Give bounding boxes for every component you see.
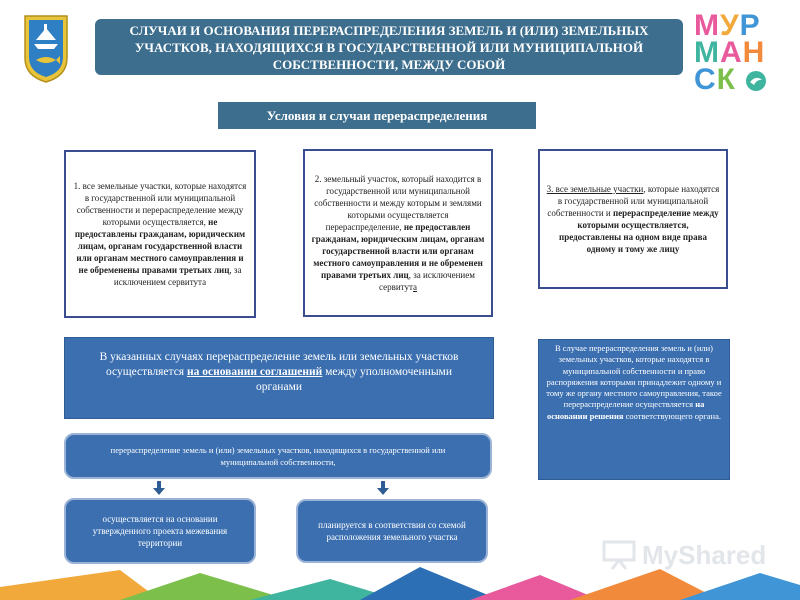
coat-of-arms-icon	[22, 14, 70, 84]
case-1-text	[72, 180, 248, 288]
flow-right-text: планируется в соответствии со схемой расположения земельного участка	[318, 520, 466, 542]
flow-top-box	[64, 433, 492, 479]
case-2-tail-underlined: а	[413, 282, 418, 292]
flow-left-text: осуществляется на основании утвержденного проекта межевания территории	[92, 514, 228, 548]
presentation-icon	[602, 540, 636, 570]
murmansk-logo	[694, 9, 796, 96]
arrow-down-icon	[153, 481, 165, 495]
case-1-tail: , за исключением сервитута	[113, 265, 242, 287]
case-3-lead: 3. все земельные участки	[546, 184, 644, 194]
case-3-text	[546, 183, 720, 255]
case-2-tail: , за исключением сервитут	[378, 270, 475, 292]
case-2-text	[311, 173, 485, 293]
logo-row	[694, 63, 796, 96]
logo-letter: М	[694, 36, 720, 69]
flow-right-box	[296, 499, 488, 563]
case-box-3	[538, 149, 728, 289]
agreement-box	[64, 337, 494, 419]
logo-row	[694, 36, 796, 69]
logo-row	[694, 9, 796, 42]
logo-bird-icon	[745, 70, 767, 92]
case-box-1	[64, 150, 256, 318]
decision-box	[538, 339, 730, 480]
case-3-intro: , которые находятся в государственной или муниципальной собственности и	[547, 184, 720, 218]
watermark-text: MyShared	[642, 539, 767, 570]
logo-letter: М	[694, 9, 720, 42]
case-box-2	[303, 149, 493, 317]
case-2-intro: 2. земельный участок, который находится в государственной или муниципальной собственности и между которым и землями которыми осуществляется перераспределение,	[314, 174, 482, 232]
watermark	[602, 535, 792, 575]
page-title: СЛУЧАИ И ОСНОВАНИЯ ПЕРЕРАСПРЕДЕЛЕНИЯ ЗЕМЕЛЬ И (ИЛИ) ЗЕМЕЛЬНЫХ УЧАСТКОВ, НАХОДЯЩИХСЯ В ГОСУДАРСТВЕННОЙ ИЛИ МУНИЦИПАЛЬНОЙ СОБСТВЕННОСТИ, МЕЖДУ СОБОЙ	[95, 19, 683, 75]
case-3-bold: перераспределение между которыми осуществляется, предоставлены на одном виде права одному и тому же лицу	[559, 208, 719, 254]
logo-letter: У	[720, 9, 740, 42]
logo-letter: С	[694, 63, 717, 96]
section-heading: Условия и случаи перераспределения	[218, 102, 536, 129]
decision-post: соответствующего органа.	[625, 410, 721, 421]
logo-letter: А	[720, 36, 743, 69]
agreement-post: между уполномоченными органами	[255, 366, 452, 393]
logo-letter: К	[716, 63, 736, 96]
decision-pre: В случае перераспределения земель и (или) земельных участков, которые находятся в муниципальной собственности и право распоряжения которыми принадлежит одному и тому же органу местного самоуправления, такое перераспределение осуществляется	[546, 343, 722, 410]
case-1-intro: 1. все земельные участки, которые находятся в государственной или муниципальной собственности и перераспределение между которыми осуществляется,	[73, 181, 247, 227]
case-1-bold: не предоставлены гражданам, юридическим лицам, органам государственной власти или органам местного самоуправления и не обременены правами третьих лиц	[74, 217, 246, 275]
flow-top-text: перераспределение земель и (или) земельных участков, находящихся в государственной или муниципальной собственности,	[110, 445, 446, 467]
decision-bold: на основании решения	[546, 399, 705, 421]
flow-left-box	[64, 498, 256, 564]
arrow-down-icon	[377, 481, 389, 495]
agreement-pre: В указанных случаях перераспределение земель или земельных участков осуществляется	[99, 351, 459, 378]
agreement-bold: на основании соглашений	[186, 366, 323, 378]
case-2-bold: не предоставлен гражданам, юридическим лицам, органам государственной власти или органам местного самоуправления и не обременен правами третьих лиц	[311, 222, 485, 280]
logo-letter: Р	[739, 9, 761, 42]
logo-letter: Н	[742, 36, 766, 69]
